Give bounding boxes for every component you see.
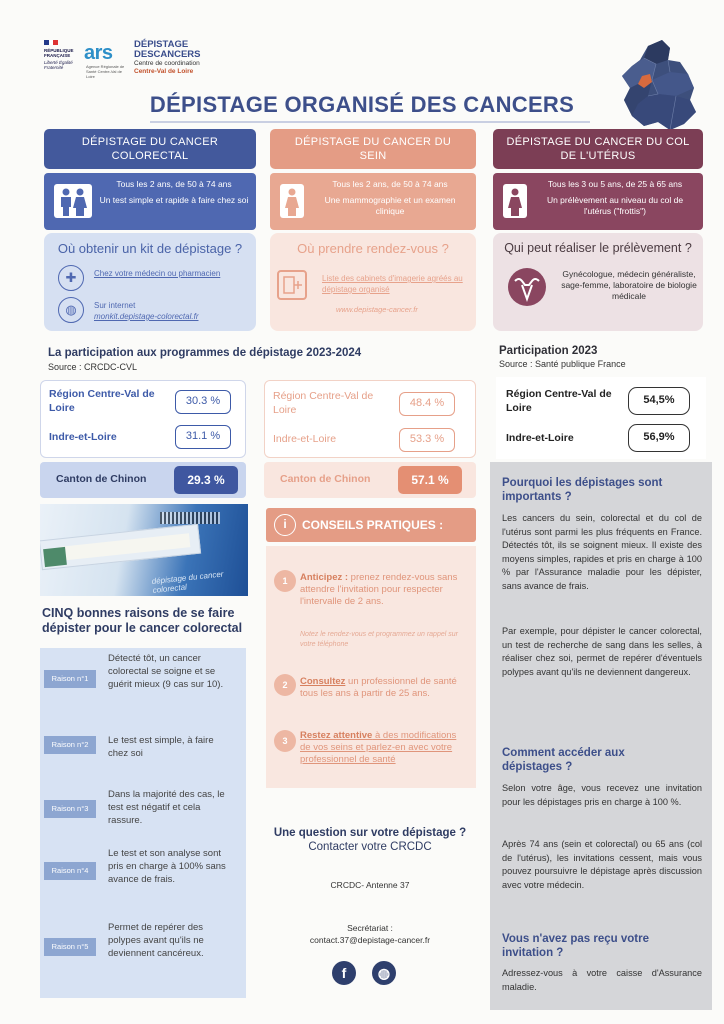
woman-icon bbox=[503, 184, 527, 218]
conseil-3: Restez attentive à des modifications de vos seins et parlez-en avec votre professionnel de santé bbox=[300, 730, 457, 765]
page-title: DÉPISTAGE ORGANISÉ DES CANCERS bbox=[149, 92, 575, 117]
stats-uterus bbox=[496, 377, 706, 459]
link-cabinets-imagerie[interactable]: Liste des cabinets d'imagerie agréés au dépistage organisé bbox=[322, 274, 463, 294]
canton-label: Canton de Chinon bbox=[280, 473, 371, 485]
stat-dept-label: Indre-et-Loire bbox=[273, 433, 337, 445]
stat-colorectal-region: 30.3 % bbox=[175, 390, 231, 414]
stat-uterus-dept: 56,9% bbox=[628, 424, 690, 452]
conseil-2: Consultez un professionnel de santé tous les ans à partir de 25 ans. bbox=[300, 676, 457, 699]
info-panel bbox=[490, 462, 712, 1010]
reason-tag: Raison n°5 bbox=[44, 938, 96, 956]
couple-icon bbox=[54, 184, 92, 218]
pharmacy-icon: ✚ bbox=[58, 265, 84, 291]
participation-source: Source : CRCDC-CVL bbox=[48, 362, 138, 372]
canton-colorectal bbox=[40, 462, 246, 498]
reason-tag: Raison n°2 bbox=[44, 736, 96, 754]
stat-dept-label: Indre-et-Loire bbox=[506, 432, 574, 444]
link-monkit[interactable]: monkit.depistage-colorectal.fr bbox=[94, 312, 199, 321]
stat-uterus-region: 54,5% bbox=[628, 387, 690, 415]
secretariat-email[interactable]: contact.37@depistage-cancer.fr bbox=[309, 935, 431, 945]
uterus-icon bbox=[507, 267, 547, 307]
band-sein-method: Une mammographie et un examen clinique bbox=[324, 195, 456, 216]
secretariat-label: Secrétariat : bbox=[347, 923, 393, 933]
ars-logo: ars bbox=[84, 42, 113, 64]
stat-sein-dept: 53.3 % bbox=[399, 428, 455, 452]
stat-colorectal-dept: 31.1 % bbox=[175, 425, 231, 449]
box-prelevement bbox=[493, 233, 703, 331]
internet-label: Sur internet bbox=[94, 301, 136, 310]
band-sein bbox=[270, 173, 476, 230]
reason-text: Le test est simple, à faire chez soi bbox=[108, 735, 214, 759]
box-prelevement-title: Qui peut réaliser le prélèvement ? bbox=[504, 241, 692, 255]
canton-label: Canton de Chinon bbox=[56, 473, 147, 485]
depistage-cancers-logo: DÉPISTAGE DESCANCERS Centre de coordination Centre-Val de Loire bbox=[134, 39, 201, 75]
panel-text-pourquoi-1: Les cancers du sein, colorectal et du col de l'utérus sont parmi les plus fréquents en France. Détectés tôt, ils se soignent mieux. Il existe des moyens simples, rapides et pris en charge à 100 % par l'Assurance maladie pour les dépister, sans avance de frais. bbox=[502, 513, 702, 591]
panel-heading-pourquoi: Pourquoi les dépistages sont importants ? bbox=[502, 477, 663, 503]
stat-region-label: Région Centre-Val de Loire bbox=[273, 390, 374, 416]
stats-colorectal bbox=[40, 380, 246, 458]
canton-sein bbox=[264, 462, 476, 498]
conseil-number-1: 1 bbox=[274, 570, 296, 592]
prelevement-professionnels: Gynécologue, médecin généraliste, sage-femme, laboratoire de biologie médicale bbox=[561, 269, 697, 301]
panel-text-pourquoi-2: Par exemple, pour dépister le cancer colorectal, un test de recherche de sang dans les selles, à réaliser chez soi, permet de repérer d'éventuels polypes avant qu'ils ne deviennent dangereux. bbox=[502, 626, 702, 677]
participation-title: La participation aux programmes de dépistage 2023-2024 bbox=[48, 347, 362, 359]
stat-region-label: Région Centre-Val de Loire bbox=[506, 388, 612, 414]
heading-colorectal: DÉPISTAGE DU CANCER COLORECTAL bbox=[44, 129, 256, 169]
conseil-1-note: Notez le rendez-vous et programmez un rappel sur votre téléphone bbox=[300, 631, 458, 648]
contact-block bbox=[250, 826, 490, 854]
secretariat bbox=[250, 922, 490, 946]
band-sein-frequency: Tous les 2 ans, de 50 à 74 ans bbox=[332, 179, 448, 189]
ars-subtitle: Agence Régionale de Santé Centre-Val de Loire bbox=[86, 64, 125, 79]
title-underline bbox=[150, 121, 590, 123]
heading-sein: DÉPISTAGE DU CANCER DU SEIN bbox=[270, 129, 476, 169]
photo-caption: dépistage du cancer colorectal bbox=[151, 569, 224, 595]
link-depistage-cancer[interactable]: www.depistage-cancer.fr bbox=[336, 305, 418, 314]
link-medecin-pharmacien[interactable]: Chez votre médecin ou pharmacien bbox=[94, 269, 221, 278]
antenne-label: CRCDC- Antenne 37 bbox=[330, 880, 410, 890]
facebook-icon[interactable]: f bbox=[332, 961, 356, 985]
reason-tag: Raison n°3 bbox=[44, 800, 96, 818]
web-icon[interactable]: ◍ bbox=[372, 961, 396, 985]
participation2-source: Source : Santé publique France bbox=[499, 359, 626, 369]
band-colorectal bbox=[44, 173, 256, 230]
stat-region-label: Région Centre-Val de Loire bbox=[49, 388, 155, 414]
republique-francaise-logo: RÉPUBLIQUE FRANÇAISE Liberté Égalité Fraternité bbox=[44, 40, 82, 70]
conseils-list bbox=[266, 546, 476, 788]
contact-cta[interactable]: Contacter votre CRCDC bbox=[308, 841, 432, 853]
stats-sein bbox=[264, 380, 476, 458]
panel-text-invitation: Adressez-vous à votre caisse d'Assurance maladie. bbox=[502, 968, 702, 992]
conseil-number-3: 3 bbox=[274, 730, 296, 752]
globe-icon: ◍ bbox=[58, 297, 84, 323]
header-logos bbox=[44, 40, 274, 88]
heading-uterus: DÉPISTAGE DU CANCER DU COL DE L'UTÉRUS bbox=[493, 129, 703, 169]
reason-tag: Raison n°4 bbox=[44, 862, 96, 880]
reasons-list bbox=[40, 648, 246, 998]
box-rdv-title: Où prendre rendez-vous ? bbox=[297, 241, 449, 256]
cinq-raisons-title: CINQ bonnes raisons de se faire dépister pour le cancer colorectal bbox=[42, 606, 243, 635]
band-uterus-method: Un prélèvement au niveau du col de l'utérus ("frottis") bbox=[546, 195, 684, 216]
reason-tag: Raison n°1 bbox=[44, 670, 96, 688]
panel-text-acceder-2: Après 74 ans (sein et colorectal) ou 65 ans (col de l'utérus), les invitations cessent, mais vous pouvez poursuivre le dépistage après discussion avec votre médecin. bbox=[502, 839, 702, 890]
reason-text: Permet de repérer des polypes avant qu'ils ne deviennent cancéreux. bbox=[108, 922, 204, 959]
participation2-title: Participation 2023 bbox=[499, 345, 598, 357]
reason-text: Dans la majorité des cas, le test est négatif et cela rassure. bbox=[108, 789, 225, 826]
box-rdv bbox=[270, 233, 476, 331]
stat-dept-label: Indre-et-Loire bbox=[49, 431, 117, 443]
band-colorectal-frequency: Tous les 2 ans, de 50 à 74 ans bbox=[116, 179, 232, 189]
test-kit-photo bbox=[40, 504, 248, 596]
conseil-1: Anticipez : prenez rendez-vous sans attendre l'invitation pour respecter l'intervalle de 2 ans. bbox=[300, 572, 458, 607]
contact-question: Une question sur votre dépistage ? bbox=[273, 827, 467, 839]
box-kit bbox=[44, 233, 256, 331]
band-uterus bbox=[493, 173, 703, 230]
conseils-header bbox=[266, 508, 476, 542]
canton-sein-value: 57.1 % bbox=[398, 466, 462, 494]
box-kit-title: Où obtenir un kit de dépistage ? bbox=[57, 241, 243, 256]
panel-heading-invitation: Vous n'avez pas reçu votre invitation ? bbox=[502, 933, 649, 959]
reason-text: Le test et son analyse sont pris en charge à 100% sans avance de frais. bbox=[108, 848, 226, 885]
canton-colorectal-value: 29.3 % bbox=[174, 466, 238, 494]
conseil-number-2: 2 bbox=[274, 674, 296, 696]
woman-icon bbox=[280, 184, 304, 218]
info-icon: i bbox=[274, 514, 296, 536]
reason-text: Détecté tôt, un cancer colorectal se soigne et se guérit mieux (9 cas sur 10). bbox=[108, 653, 224, 690]
band-colorectal-method: Un test simple et rapide à faire chez soi bbox=[99, 195, 249, 205]
band-uterus-frequency: Tous les 3 ou 5 ans, de 25 à 65 ans bbox=[547, 179, 683, 189]
conseils-title: CONSEILS PRATIQUES : bbox=[302, 518, 444, 532]
stat-sein-region: 48.4 % bbox=[399, 392, 455, 416]
panel-heading-acceder: Comment accéder aux dépistages ? bbox=[502, 747, 625, 773]
clinic-icon bbox=[276, 269, 308, 301]
panel-text-acceder-1: Selon votre âge, vous recevez une invitation pour les dépistages pris en charge à 100 %. bbox=[502, 783, 702, 807]
